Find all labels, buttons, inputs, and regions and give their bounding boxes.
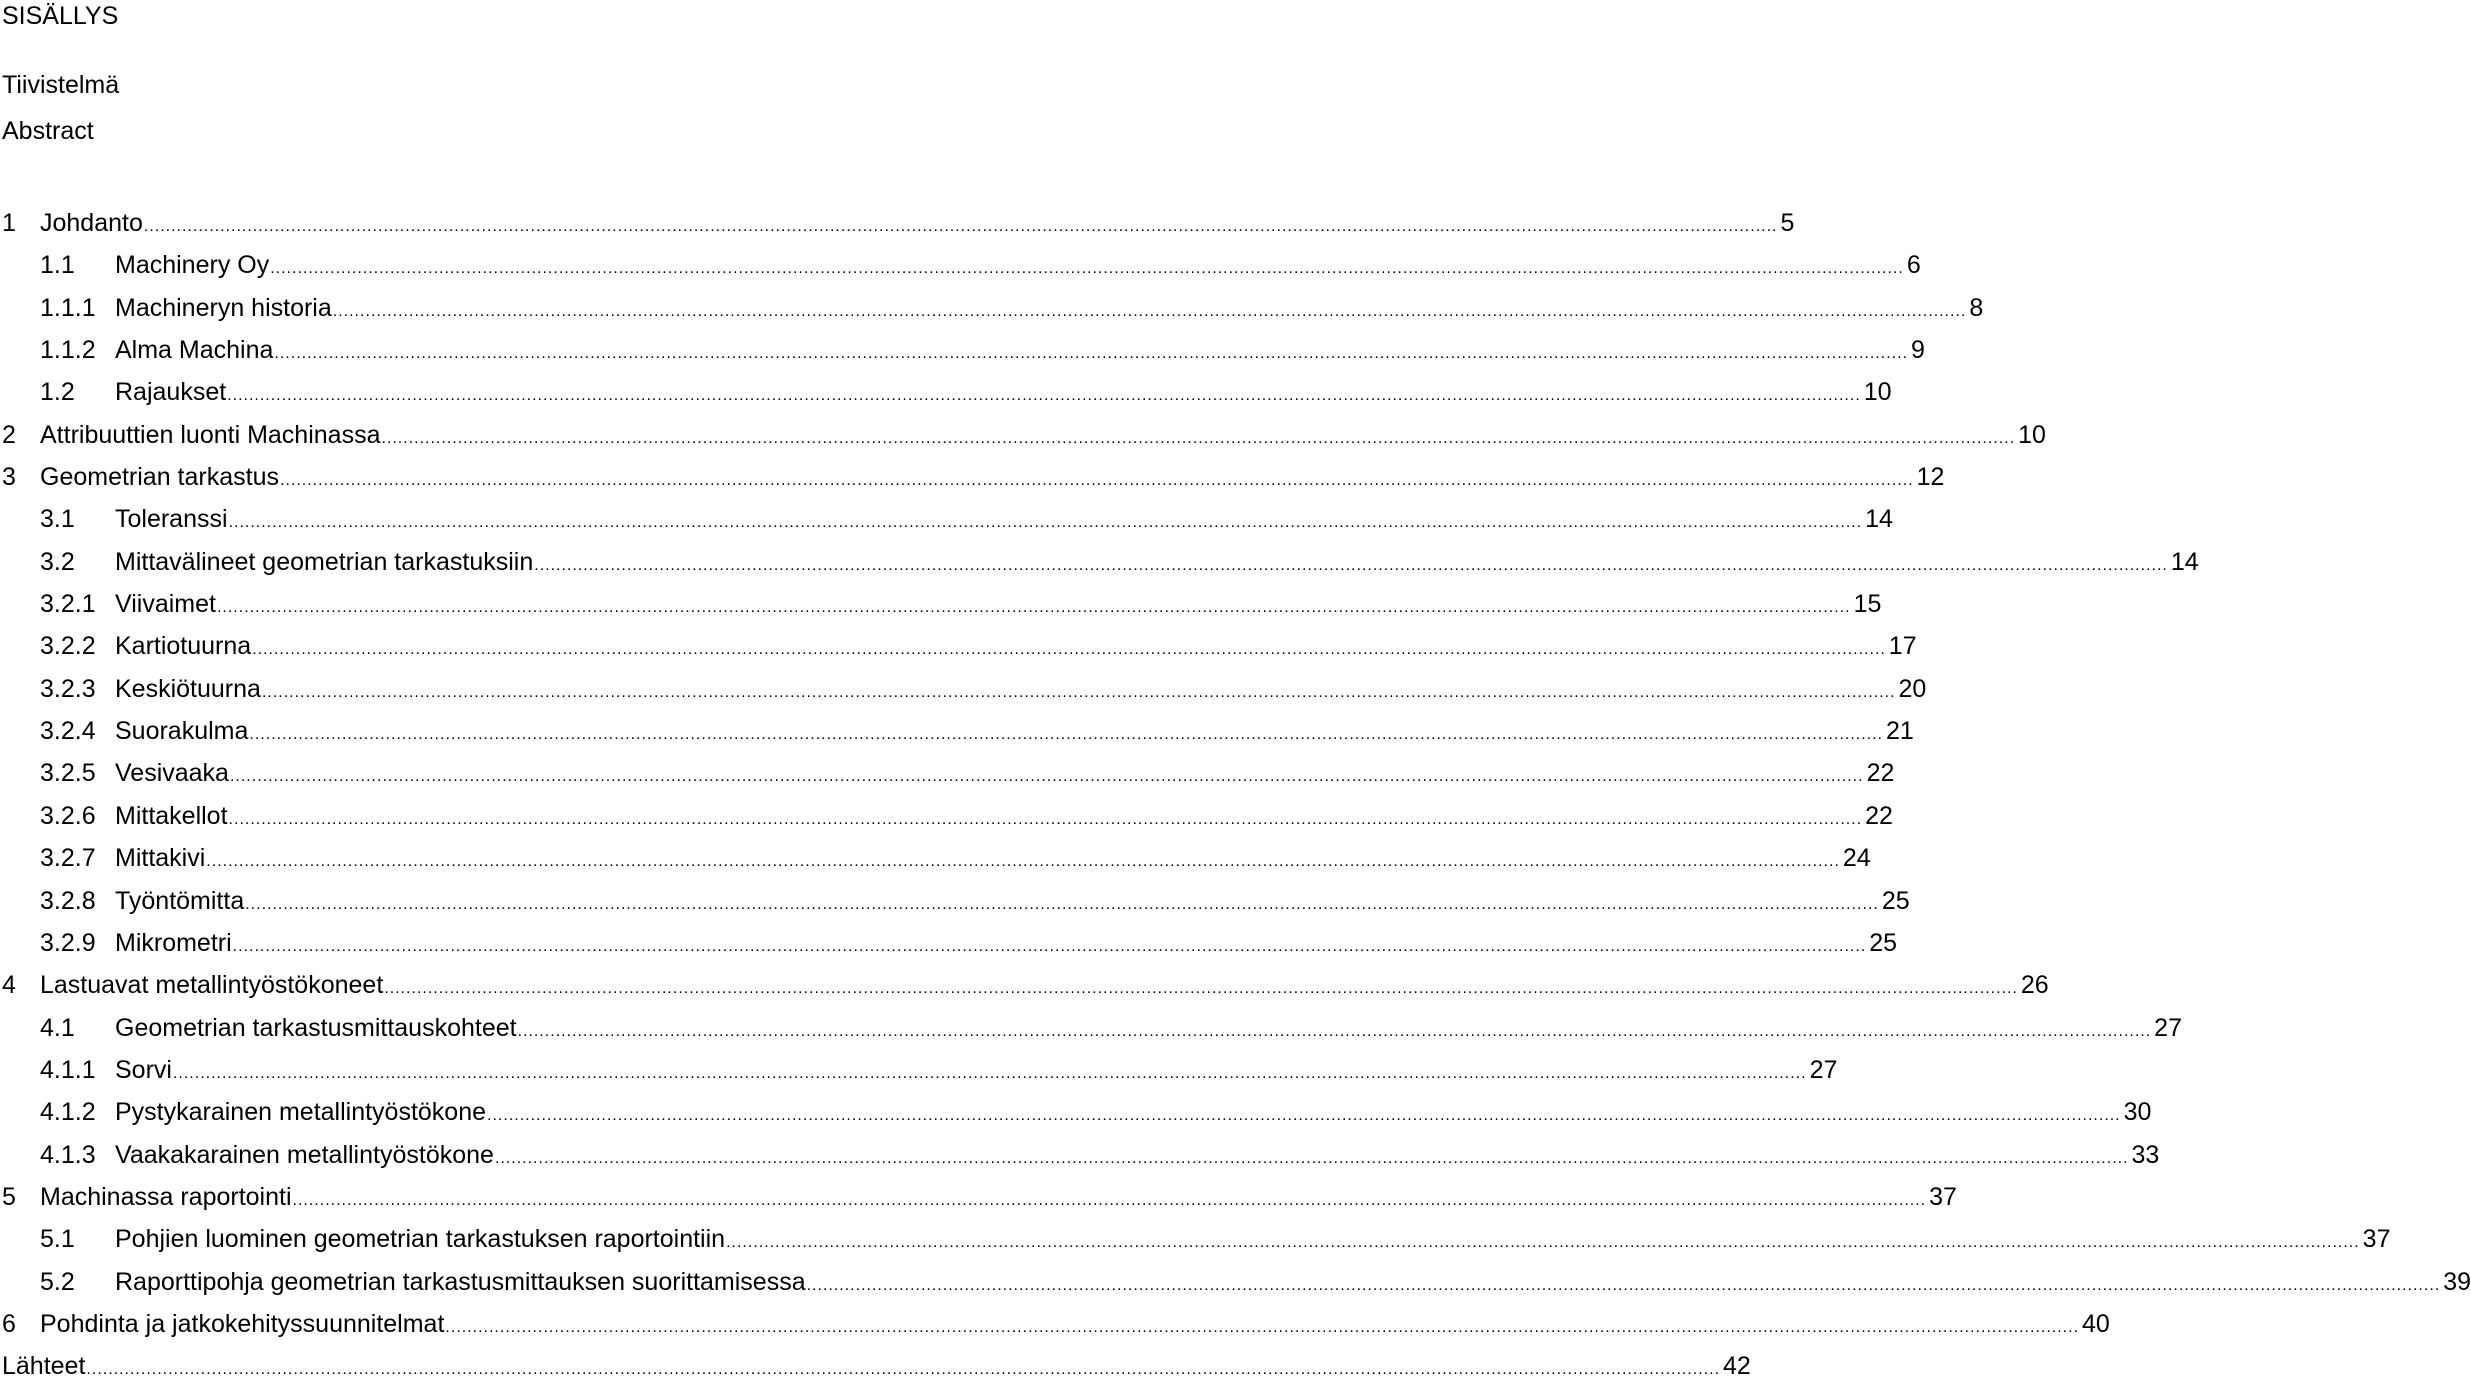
toc-entry-label: Lähteet <box>2 1352 86 1381</box>
toc-entry-body <box>115 1267 2471 1301</box>
toc-entry[interactable] <box>0 631 1917 673</box>
toc-entry-label: Pohjien luominen geometrian tarkastuksen raportointiin <box>115 1225 726 1254</box>
toc-entry[interactable] <box>0 547 2199 589</box>
toc-dot-leader: ............................................................................................................................................................................................................................................................................................................ <box>270 260 1904 278</box>
toc-entry-body <box>40 420 2046 454</box>
toc-dot-leader: ............................................................................................................................................................................................................................................................................................................ <box>274 345 1908 363</box>
toc-entry[interactable] <box>0 1267 2471 1309</box>
toc-entry-page-number: 25 <box>1869 928 1898 957</box>
toc-entry[interactable] <box>0 293 1984 335</box>
toc-entry-page-number: 37 <box>2362 1225 2391 1254</box>
toc-dot-leader: ............................................................................................................................................................................................................................................................................................................ <box>228 514 1863 532</box>
toc-entry-number: 3.2.2 <box>40 632 96 661</box>
toc-entry-label: Mittakellot <box>115 801 228 830</box>
toc-entry[interactable] <box>0 250 1921 292</box>
toc-entry-body <box>115 1055 1838 1089</box>
toc-entry-page-number: 17 <box>1888 632 1917 661</box>
table-of-contents <box>0 208 2471 1394</box>
toc-entry-page-number: 12 <box>1916 463 1945 492</box>
toc-entry-number: 3.2.9 <box>40 928 96 957</box>
toc-dot-leader: ............................................................................................................................................................................................................................................................................................................ <box>487 1107 2121 1125</box>
toc-entry-page-number: 27 <box>2154 1013 2182 1042</box>
toc-entry-page-number: 15 <box>1853 590 1882 619</box>
toc-dot-leader: ............................................................................................................................................................................................................................................................................................................ <box>245 895 1879 913</box>
toc-dot-leader: ............................................................................................................................................................................................................................................................................................................ <box>381 429 2016 447</box>
toc-entry-page-number: 24 <box>1842 844 1871 873</box>
toc-entry-number: 4.1.1 <box>40 1055 96 1084</box>
toc-entry-label: Raporttipohja geometrian tarkastusmittauksen suorittamisessa <box>115 1267 806 1296</box>
toc-entry-body <box>115 589 1882 623</box>
toc-entry[interactable] <box>0 843 1871 885</box>
toc-entry-body <box>115 293 1984 327</box>
toc-dot-leader: ............................................................................................................................................................................................................................................................................................................ <box>261 683 1896 701</box>
toc-entry-page-number: 5 <box>1780 209 1795 237</box>
toc-entry-number: 1.2 <box>40 378 75 407</box>
toc-entry[interactable] <box>0 1351 1751 1393</box>
toc-entry[interactable] <box>0 1055 1838 1097</box>
toc-entry[interactable] <box>0 970 2049 1012</box>
toc-entry-body <box>115 843 1871 877</box>
toc-entry-number: 3.2.1 <box>40 590 96 619</box>
toc-entry-label: Johdanto <box>40 209 143 237</box>
toc-entry-body <box>115 886 1910 920</box>
toc-entry-page-number: 14 <box>2170 547 2199 576</box>
toc-entry-number: 3.2 <box>40 547 75 576</box>
toc-dot-leader: ............................................................................................................................................................................................................................................................................................................ <box>143 218 1778 235</box>
toc-entry-label: Geometrian tarkastusmittauskohteet <box>115 1013 517 1042</box>
toc-entry-page-number: 25 <box>1881 886 1910 915</box>
toc-dot-leader: ............................................................................................................................................................................................................................................................................................................ <box>726 1234 2360 1252</box>
toc-entry-label: Kartiotuurna <box>115 632 252 661</box>
toc-entry-label: Suorakulma <box>115 717 249 746</box>
toc-entry-page-number: 6 <box>1906 251 1921 280</box>
toc-dot-leader: ............................................................................................................................................................................................................................................................................................................ <box>806 1276 2441 1294</box>
toc-entry-page-number: 8 <box>1969 293 1984 322</box>
toc-dot-leader: ............................................................................................................................................................................................................................................................................................................ <box>228 810 1863 828</box>
toc-entry-body <box>115 801 1893 835</box>
toc-entry-label: Machinassa raportointi <box>40 1182 292 1211</box>
toc-entry-page-number: 22 <box>1866 759 1895 788</box>
toc-entry-label: Machineryn historia <box>115 293 332 322</box>
toc-entry[interactable] <box>0 589 1882 631</box>
toc-entry-body <box>115 1224 2391 1258</box>
toc-dot-leader: ............................................................................................................................................................................................................................................................................................................ <box>172 1064 1807 1082</box>
toc-dot-leader: ............................................................................................................................................................................................................................................................................................................ <box>206 853 1840 871</box>
toc-entry[interactable] <box>0 801 1893 843</box>
toc-entry-label: Machinery Oy <box>115 251 270 280</box>
toc-entry-number: 2 <box>2 420 16 449</box>
toc-dot-leader: ............................................................................................................................................................................................................................................................................................................ <box>227 387 1861 405</box>
toc-entry[interactable] <box>0 462 1945 504</box>
toc-entry-page-number: 21 <box>1886 717 1914 746</box>
toc-dot-leader: ............................................................................................................................................................................................................................................................................................................ <box>252 641 1886 659</box>
toc-entry-page-number: 20 <box>1898 674 1927 703</box>
toc-entry-label: Keskiötuurna <box>115 674 261 703</box>
toc-entry[interactable] <box>0 1013 2182 1055</box>
toc-entry[interactable] <box>0 886 1910 928</box>
toc-dot-leader: ............................................................................................................................................................................................................................................................................................................ <box>229 768 1864 786</box>
toc-entry[interactable] <box>0 716 1914 758</box>
toc-entry[interactable] <box>0 674 1927 716</box>
toc-entry-page-number: 42 <box>1723 1352 1751 1381</box>
toc-entry-label: Geometrian tarkastus <box>40 463 279 492</box>
toc-entry-number: 3.1 <box>40 505 75 534</box>
toc-dot-leader: ............................................................................................................................................................................................................................................................................................................ <box>280 472 1914 490</box>
toc-dot-leader: ............................................................................................................................................................................................................................................................................................................ <box>292 1191 1927 1209</box>
toc-entry-body <box>115 1140 2160 1174</box>
toc-entry[interactable] <box>0 1309 2110 1351</box>
toc-entry-page-number: 26 <box>2020 971 2049 1000</box>
toc-entry-body <box>115 758 1895 792</box>
toc-entry-number: 4.1.2 <box>40 1098 96 1127</box>
toc-entry-number: 1 <box>2 209 16 237</box>
toc-dot-leader: ............................................................................................................................................................................................................................................................................................................ <box>332 302 1967 320</box>
toc-entry-number: 1.1.1 <box>40 293 96 322</box>
toc-entry-label: Vesivaaka <box>115 759 229 788</box>
toc-dot-leader: ............................................................................................................................................................................................................................................................................................................ <box>249 726 1883 744</box>
toc-dot-leader: ............................................................................................................................................................................................................................................................................................................ <box>232 937 1867 955</box>
toc-entry-label: Vaakakarainen metallintyöstökone <box>115 1140 494 1169</box>
toc-entry-page-number: 10 <box>1863 378 1892 407</box>
toc-entry-label: Pohdinta ja jatkokehityssuunnitelmat <box>40 1309 445 1338</box>
toc-entry[interactable] <box>0 1224 2391 1266</box>
toc-entry-body <box>40 1182 1957 1216</box>
toc-entry-number: 3 <box>2 463 16 492</box>
toc-entry-body <box>40 462 1945 496</box>
toc-entry-number: 4 <box>2 971 16 1000</box>
preliminary-item-abstract-fi: Tiivistelmä <box>2 71 120 99</box>
toc-entry-page-number: 40 <box>2082 1309 2110 1338</box>
toc-entry-number: 1.1 <box>40 251 75 280</box>
page-title: SISÄLLYS <box>2 2 119 30</box>
toc-entry-number: 4.1 <box>40 1013 75 1042</box>
toc-entry-page-number: 30 <box>2123 1098 2152 1127</box>
toc-entry-page-number: 39 <box>2443 1267 2471 1296</box>
toc-entry[interactable] <box>0 208 1795 250</box>
toc-entry-body <box>40 1309 2110 1343</box>
toc-entry[interactable] <box>0 1140 2160 1182</box>
toc-entry-body <box>115 250 1921 284</box>
toc-entry-body <box>115 1097 2152 1131</box>
toc-entry-label: Sorvi <box>115 1055 172 1084</box>
toc-entry-label: Lastuavat metallintyöstökoneet <box>40 971 384 1000</box>
toc-entry-body <box>115 631 1917 665</box>
toc-entry[interactable] <box>0 758 1895 800</box>
toc-entry[interactable] <box>0 1182 1957 1224</box>
toc-entry-body <box>115 674 1927 708</box>
toc-entry-label: Rajaukset <box>115 378 227 407</box>
toc-entry-label: Mittavälineet geometrian tarkastuksiin <box>115 547 534 576</box>
toc-entry-label: Mikrometri <box>115 928 232 957</box>
toc-entry-number: 5 <box>2 1182 16 1211</box>
toc-entry-body <box>40 970 2049 1004</box>
toc-entry[interactable] <box>0 420 2046 462</box>
toc-entry-number: 3.2.5 <box>40 759 96 788</box>
toc-entry-label: Työntömitta <box>115 886 245 915</box>
toc-entry[interactable] <box>0 377 1892 419</box>
toc-entry-number: 3.2.7 <box>40 844 96 873</box>
toc-entry-label: Alma Machina <box>115 336 274 365</box>
toc-entry-page-number: 14 <box>1865 505 1893 534</box>
toc-entry-number: 3.2.4 <box>40 717 96 746</box>
toc-entry-body <box>115 1013 2182 1047</box>
toc-dot-leader: ............................................................................................................................................................................................................................................................................................................ <box>216 599 1851 617</box>
toc-entry-number: 3.2.6 <box>40 801 96 830</box>
toc-entry-body <box>115 547 2199 581</box>
toc-entry-number: 6 <box>2 1309 16 1338</box>
toc-entry-body <box>115 716 1914 750</box>
toc-entry-number: 5.1 <box>40 1225 75 1254</box>
toc-dot-leader: ............................................................................................................................................................................................................................................................................................................ <box>517 1022 2152 1040</box>
preliminary-item-abstract-en: Abstract <box>2 117 94 145</box>
toc-entry-page-number: 27 <box>1809 1055 1838 1084</box>
toc-entry[interactable] <box>0 928 1898 970</box>
toc-dot-leader: ............................................................................................................................................................................................................................................................................................................ <box>534 556 2168 574</box>
toc-entry-page-number: 37 <box>1929 1182 1957 1211</box>
toc-entry-number: 1.1.2 <box>40 336 96 365</box>
toc-entry[interactable] <box>0 504 1893 546</box>
toc-entry-page-number: 33 <box>2131 1140 2160 1169</box>
toc-entry-body <box>115 335 1925 369</box>
toc-entry-page-number: 22 <box>1865 801 1893 830</box>
toc-entry-body <box>40 208 1795 242</box>
toc-entry-body <box>2 1351 1751 1385</box>
toc-dot-leader: ............................................................................................................................................................................................................................................................................................................ <box>384 980 2018 998</box>
toc-entry-body <box>115 377 1892 411</box>
toc-entry-number: 3.2.8 <box>40 886 96 915</box>
toc-entry-number: 3.2.3 <box>40 674 96 703</box>
toc-entry-body <box>115 504 1893 538</box>
toc-entry-page-number: 9 <box>1911 336 1925 365</box>
toc-dot-leader: ............................................................................................................................................................................................................................................................................................................ <box>445 1318 2080 1336</box>
toc-entry-label: Pystykarainen metallintyöstökone <box>115 1098 487 1127</box>
toc-dot-leader: ............................................................................................................................................................................................................................................................................................................ <box>86 1361 1721 1379</box>
toc-dot-leader: ............................................................................................................................................................................................................................................................................................................ <box>494 1149 2129 1167</box>
toc-entry[interactable] <box>0 1097 2152 1139</box>
toc-entry-number: 5.2 <box>40 1267 75 1296</box>
toc-entry-body <box>115 928 1898 962</box>
toc-entry-label: Viivaimet <box>115 590 216 619</box>
toc-entry-number: 4.1.3 <box>40 1140 96 1169</box>
toc-entry[interactable] <box>0 335 1925 377</box>
toc-entry-page-number: 10 <box>2018 420 2046 449</box>
toc-entry-label: Attribuuttien luonti Machinassa <box>40 420 381 449</box>
toc-entry-label: Mittakivi <box>115 844 206 873</box>
toc-entry-label: Toleranssi <box>115 505 228 534</box>
